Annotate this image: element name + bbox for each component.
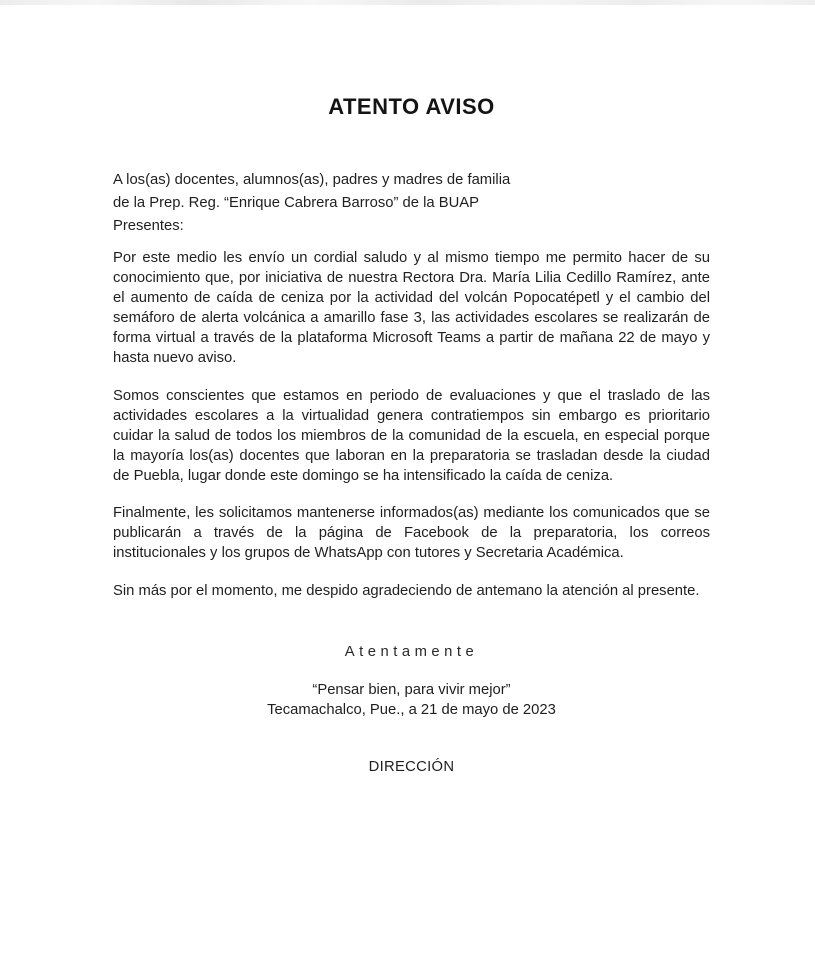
institution-motto: “Pensar bien, para vivir mejor” <box>312 682 511 698</box>
signature-direccion: DIRECCIÓN <box>368 759 455 775</box>
closing-block <box>113 642 710 777</box>
salutation: Atentamente <box>344 644 479 660</box>
body-paragraph: Somos conscientes que estamos en periodo de evaluaciones y que el traslado de las actividades escolares a la virtualidad genera contratiempos sin embargo es prioritario cuidar la salud de todos los miembros de la comunidad de la escuela, en especial porque la mayoría los(as) docentes que laboran en la preparatoria se trasladan desde la ciudad de Puebla, lugar donde este domingo se ha intensificado la caída de ceniza. <box>113 388 710 484</box>
body-paragraph: Finalmente, les solicitamos mantenerse informados(as) mediante los comunicados que se publicarán a través de la página de Facebook de la preparatoria, los correos institucionales y los grupos de WhatsApp con tutores y Secretaria Académica. <box>113 505 710 561</box>
place-and-date: Tecamachalco, Pue., a 21 de mayo de 2023 <box>267 702 556 718</box>
recipient-line: A los(as) docentes, alumnos(as), padres y madres de familia <box>113 172 511 188</box>
recipient-line: de la Prep. Reg. “Enrique Cabrera Barroso” de la BUAP <box>113 195 479 211</box>
body-paragraph: Sin más por el momento, me despido agradeciendo de antemano la atención al presente. <box>113 583 700 599</box>
document-title: ATENTO AVISO <box>328 94 495 119</box>
document-body <box>113 0 710 777</box>
recipient-block <box>113 169 710 238</box>
body-paragraph: Por este medio les envío un cordial saludo y al mismo tiempo me permito hacer de su conocimiento que, por iniciativa de nuestra Rectora Dra. María Lilia Cedillo Ramírez, ante el aumento de caída de ceniza por la actividad del volcán Popocatépetl y el cambio del semáforo de alerta volcánica a amarillo fase 3, las actividades escolares se realizarán de forma virtual a través de la plataforma Microsoft Teams a partir de mañana 22 de mayo y hasta nuevo aviso. <box>113 250 710 366</box>
recipient-line: Presentes: <box>113 218 184 234</box>
